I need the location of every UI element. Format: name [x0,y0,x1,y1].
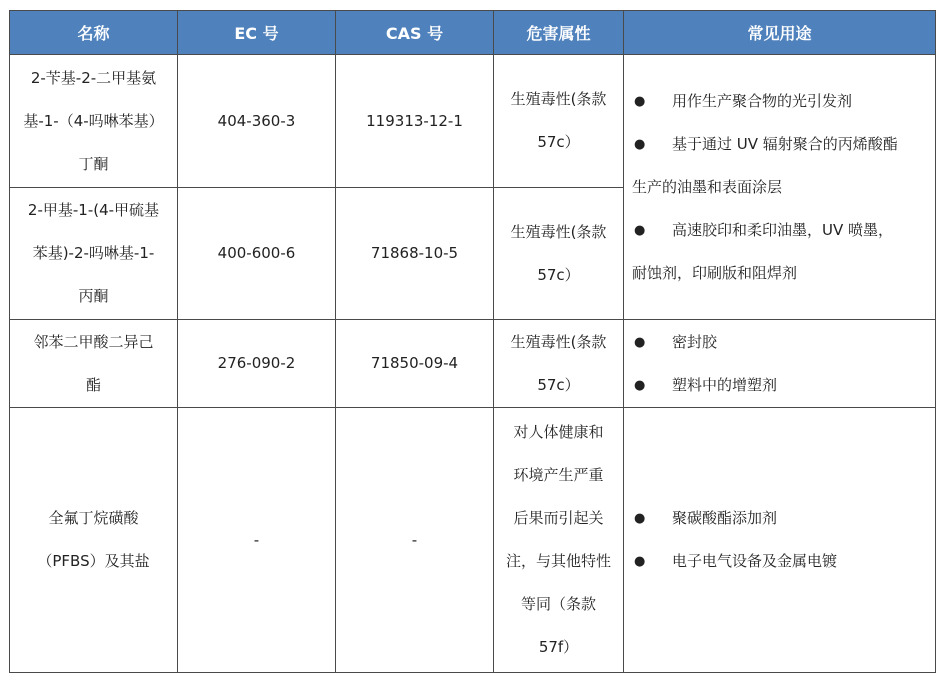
cell-name: 全氟丁烷磺酸 （PFBS）及其盐 [10,408,178,673]
cell-uses [624,408,936,673]
cell-hazard: 对人体健康和 环境产生严重 后果而引起关 注，与其他特性 等同（条款 57f） [494,408,624,673]
header-name: 名称 [10,11,178,55]
cell-name: 邻苯二甲酸二异己 酯 [10,320,178,408]
substance-table [9,10,936,673]
list-item: ● 基于通过 UV 辐射聚合的丙烯酸酯 [632,123,927,166]
cell-name: 2-苄基-2-二甲基氨 基-1-（4-吗啉苯基） 丁酮 [10,55,178,188]
table-row [10,320,936,408]
cell-cas: 71868-10-5 [336,188,494,320]
list-item: ● 高速胶印和柔印油墨，UV 喷墨， [632,209,927,252]
cell-cas: 119313-12-1 [336,55,494,188]
list-item-continuation: 生产的油墨和表面涂层 [632,177,783,196]
table-row [10,55,936,188]
list-item: ● 用作生产聚合物的光引发剂 [632,80,927,123]
list-item: ● 密封胶 [632,321,927,364]
cell-ec: 400-600-6 [178,188,336,320]
cell-name: 2-甲基-1-(4-甲硫基 苯基)-2-吗啉基-1- 丙酮 [10,188,178,320]
header-cas: CAS 号 [336,11,494,55]
cell-cas: - [336,408,494,673]
cell-ec: 276-090-2 [178,320,336,408]
header-ec: EC 号 [178,11,336,55]
cell-uses [624,320,936,408]
header-hazard: 危害属性 [494,11,624,55]
list-item: ● 电子电气设备及金属电镀 [632,540,927,583]
cell-ec: 404-360-3 [178,55,336,188]
list-item: ● 聚碳酸酯添加剂 [632,497,927,540]
cell-hazard: 生殖毒性(条款 57c） [494,320,624,408]
table-row [10,408,936,673]
cell-hazard: 生殖毒性(条款 57c） [494,55,624,188]
list-item: ● 塑料中的增塑剂 [632,364,927,407]
cell-hazard: 生殖毒性(条款 57c） [494,188,624,320]
header-uses: 常见用途 [624,11,936,55]
cell-uses-merged [624,55,936,320]
header-row [10,11,936,55]
cell-cas: 71850-09-4 [336,320,494,408]
list-item-continuation: 耐蚀剂，印刷版和阻焊剂 [632,263,798,282]
cell-ec: - [178,408,336,673]
